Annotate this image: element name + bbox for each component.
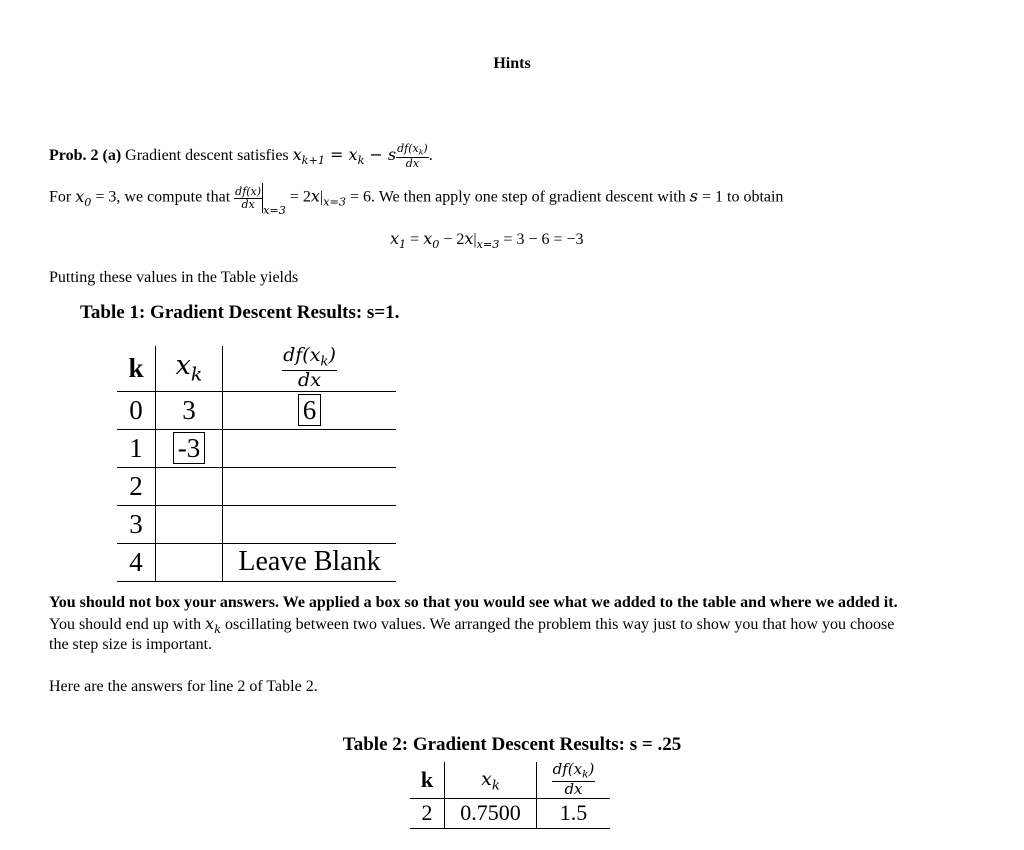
eval-point-2: x=3 xyxy=(323,195,346,209)
problem-label: Prob. 2 (a) xyxy=(49,146,122,164)
note-line-2: the step size is important. xyxy=(49,636,213,653)
cell-x xyxy=(156,505,223,543)
table1-caption: Table 1: Gradient Descent Results: s=1. xyxy=(80,302,400,323)
page-title: Hints xyxy=(493,55,531,72)
line2-post: = 6. We then apply one step of gradient descent with xyxy=(349,188,686,206)
line2-x0: = 3, we compute that xyxy=(95,188,231,206)
table2-header xyxy=(410,762,610,798)
cell-k: 3 xyxy=(117,505,156,543)
header-xk: $x_k$ xyxy=(156,346,223,391)
note-line-1: You should end up with $x_k$ oscillating between two values. We arranged the problem this way just to show you that how you choose xyxy=(49,614,895,636)
cell-x xyxy=(156,467,223,505)
cell-x: 3 xyxy=(156,391,223,429)
boxed-derivative: 6 xyxy=(298,394,322,426)
answers-line: Here are the answers for line 2 of Table 2. xyxy=(49,678,318,695)
table1 xyxy=(117,346,396,582)
header-derivative: $\frac{df(x_k)}{dx}$ xyxy=(537,762,611,798)
line2-s: = 1 to obtain xyxy=(701,188,784,206)
line2-mid: = 2 xyxy=(289,188,311,206)
table-row xyxy=(410,798,610,828)
table-row xyxy=(117,543,396,581)
header-xk: $x_k$ xyxy=(445,762,537,798)
cell-d xyxy=(223,429,397,467)
eq-rhs1: = xyxy=(410,231,424,248)
cell-d xyxy=(223,505,397,543)
table2 xyxy=(410,762,610,829)
computation-line: For $x_0 = 3$, we compute that $\frac{df(x)}{dx}$ $_{x=3} = 2x|_{x=3} = 6$. We then apply one step of gradient descent with s = 1 to obtain xyxy=(49,184,784,217)
header-derivative: $\frac{df(x_k)}{dx}$ xyxy=(223,346,397,391)
table-row xyxy=(117,391,396,429)
table-row xyxy=(117,505,396,543)
cell-d: 1.5 xyxy=(537,798,611,828)
cell-d: Leave Blank xyxy=(223,543,397,581)
eq-minus: − 2 xyxy=(439,231,465,248)
note1-post: oscillating between two values. We arranged the problem this way just to show you that how you choose xyxy=(224,616,895,633)
eval-point-3: x=3 xyxy=(476,237,500,251)
header-k: k xyxy=(117,346,156,391)
intro-text: Gradient descent satisfies xyxy=(125,146,289,164)
problem-statement: Prob. 2 (a) Gradient descent satisfies $x_{k+1} = x_k - s$ $\frac{df(x_k)}{dx}$ . xyxy=(49,142,433,170)
table1-header xyxy=(117,346,396,391)
cell-k: 0 xyxy=(117,391,156,429)
cell-k: 4 xyxy=(117,543,156,581)
header-k: k xyxy=(410,762,445,798)
table2-caption: Table 2: Gradient Descent Results: s = .25 xyxy=(342,734,682,755)
cell-d xyxy=(223,467,397,505)
table-row xyxy=(117,429,396,467)
eval-point: x=3 xyxy=(263,203,286,217)
cell-d xyxy=(223,391,397,429)
cell-k: 1 xyxy=(117,429,156,467)
cell-k: 2 xyxy=(410,798,445,828)
display-equation: $x_1 = x_0 - 2x|_{x=3} = 3 - 6 = -3$ xyxy=(390,229,584,251)
table-row xyxy=(117,467,396,505)
cell-x xyxy=(156,543,223,581)
cell-k: 2 xyxy=(117,467,156,505)
line2-pre: For xyxy=(49,188,72,206)
bold-note: You should not box your answers. We applied a box so that you would see what we added to the table and where we added it. xyxy=(49,594,898,611)
eq-result: = 3 − 6 = −3 xyxy=(503,231,584,248)
putting-text: Putting these values in the Table yields xyxy=(49,269,299,286)
note1-pre: You should end up with xyxy=(49,616,202,633)
boxed-x: -3 xyxy=(173,432,206,464)
cell-x: 0.7500 xyxy=(445,798,537,828)
cell-x xyxy=(156,429,223,467)
